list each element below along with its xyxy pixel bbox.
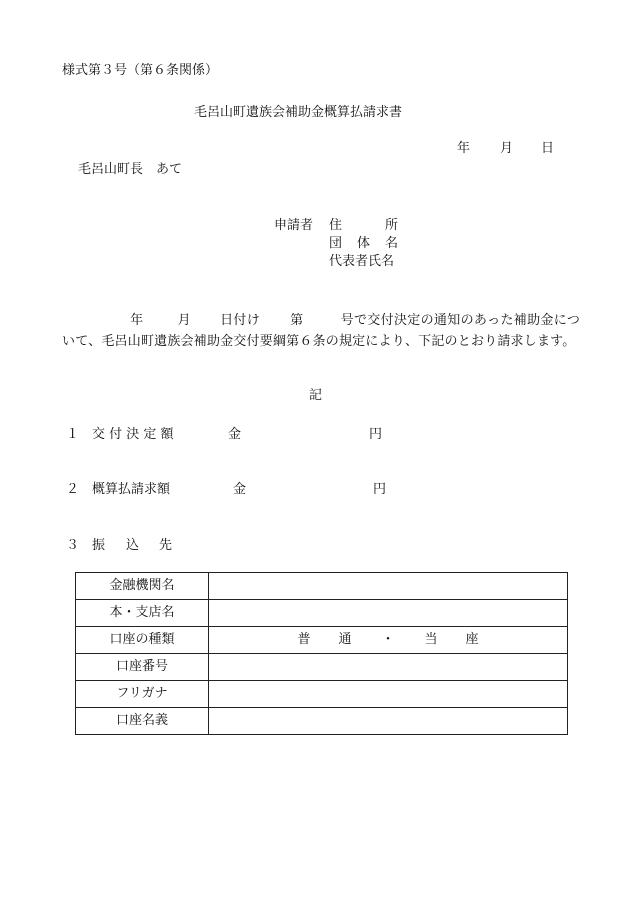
- item-2-yen: 円: [373, 482, 387, 497]
- item-3-label-b: 込: [126, 538, 140, 553]
- date-year-label: 年: [457, 141, 471, 156]
- body-day: 日付け: [219, 313, 261, 328]
- item-3-number: ３: [66, 538, 80, 553]
- address-label-b: 所: [385, 218, 399, 233]
- addressee: 毛呂山町長 あて: [78, 162, 183, 177]
- page-title: 毛呂山町遺族会補助金概算払請求書: [194, 105, 403, 120]
- table-row: [76, 708, 568, 735]
- bank-name-label: 金融機関名: [76, 573, 209, 600]
- account-holder-label: 口座名義: [76, 708, 209, 735]
- account-type-field[interactable]: [209, 627, 568, 654]
- body-dai: 第: [290, 313, 304, 328]
- group-name-label-a: 団: [329, 236, 343, 251]
- furigana-field[interactable]: [209, 681, 568, 708]
- item-1-yen: 円: [369, 427, 383, 442]
- branch-name-label: 本・支店名: [76, 600, 209, 627]
- furigana-label: フリガナ: [76, 681, 209, 708]
- account-number-field[interactable]: [209, 654, 568, 681]
- group-name-label-c: 名: [385, 236, 399, 251]
- item-1-kin: 金: [228, 427, 242, 442]
- table-row: [76, 627, 568, 654]
- item-1-label: 交 付 決 定 額: [92, 427, 174, 442]
- account-type-futsu-a: 普: [297, 632, 311, 647]
- date-day-label: 日: [541, 141, 555, 156]
- branch-name-field[interactable]: [209, 600, 568, 627]
- table-row: [76, 600, 568, 627]
- account-number-label: 口座番号: [76, 654, 209, 681]
- account-type-futsu-b: 通: [338, 632, 352, 647]
- account-type-toza-b: 座: [465, 632, 479, 647]
- table-row: [76, 573, 568, 600]
- account-type-separator: ・: [381, 632, 395, 647]
- group-name-label-b: 体: [357, 236, 371, 251]
- form-number: 様式第３号（第６条関係）: [62, 63, 219, 78]
- ki-heading: 記: [309, 388, 323, 403]
- applicant-label: 申請者: [274, 218, 314, 233]
- item-3-label-a: 振: [92, 538, 106, 553]
- item-3-label-c: 先: [159, 538, 173, 553]
- representative-label: 代表者氏名: [329, 254, 395, 269]
- date-month-label: 月: [500, 141, 514, 156]
- account-type-toza-a: 当: [424, 632, 438, 647]
- account-type-label: 口座の種類: [76, 627, 209, 654]
- body-text: 号で交付決定の通知のあった補助金について、毛呂山町遺族会補助金交付要綱第６条の規定により、下記のとおり請求します。: [62, 313, 581, 349]
- body-month: 月: [177, 313, 191, 328]
- item-2-kin: 金: [233, 482, 247, 497]
- item-1-number: １: [66, 427, 80, 442]
- request-paragraph: [62, 310, 580, 352]
- item-2-label: 概算払請求額: [92, 482, 171, 497]
- account-holder-field[interactable]: [209, 708, 568, 735]
- bank-transfer-table: [75, 572, 568, 735]
- bank-name-field[interactable]: [209, 573, 568, 600]
- table-row: [76, 681, 568, 708]
- item-2-number: ２: [66, 482, 80, 497]
- address-label-a: 住: [329, 218, 343, 233]
- body-year: 年: [130, 313, 144, 328]
- table-row: [76, 654, 568, 681]
